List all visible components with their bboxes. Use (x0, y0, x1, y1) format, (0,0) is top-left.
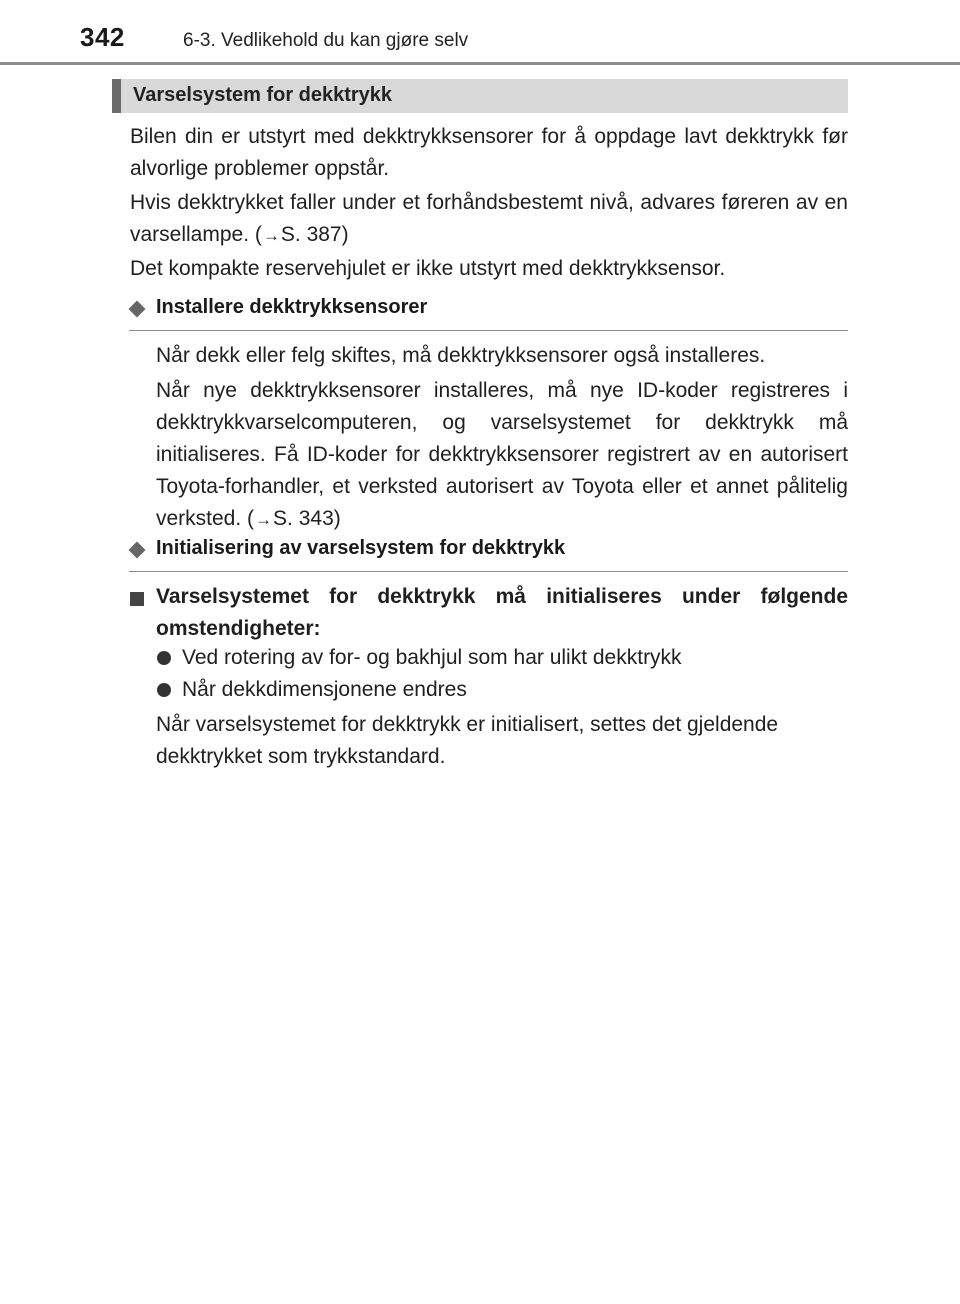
page-reference-343: S. 343) (273, 507, 341, 530)
section-title-bar (112, 79, 848, 113)
init-note: Når varselsystemet for dekktrykk er initialisert, settes det gjeldende dekktrykket som trykkstandard. (156, 713, 779, 768)
section-title: Varselsystem for dekktrykk (133, 84, 393, 106)
init-bullet-1: Ved rotering av for- og bakhjul som har ulikt dekktrykk (182, 646, 682, 669)
init-subheading (129, 537, 848, 572)
diamond-icon (129, 301, 146, 318)
install-subheading-text: Installere dekktrykksensorer (156, 296, 428, 318)
header-rule (0, 62, 960, 65)
bullet-dot-icon (157, 651, 171, 665)
page-reference-387: S. 387) (280, 223, 349, 246)
intro-paragraph-2 (130, 187, 848, 252)
install-subheading (129, 296, 848, 331)
square-bullet-icon (130, 592, 144, 606)
intro-paragraph-3: Det kompakte reservehjulet er ikke utstyrt med dekktrykksensor. (130, 257, 726, 280)
install-paragraph-2-text: Når nye dekktrykksensorer installeres, må nye ID-koder registreres i dekktrykkvarselcomputeren, og varselsystemet for dekktrykk må initialiseres. Få ID-koder for dekktrykksensorer registrert av en autorisert Toyota-forhandler, et verksted autorisert av Toyota eller et annet pålitelig verksted. ( (156, 379, 848, 530)
diamond-icon (129, 542, 146, 559)
page-number: 342 (80, 22, 125, 52)
install-paragraph-1: Når dekk eller felg skiftes, må dekktrykksensorer også installeres. (156, 344, 766, 367)
chapter-title: 6-3. Vedlikehold du kan gjøre selv (183, 30, 469, 51)
init-condition: Varselsystemet for dekktrykk må initialiseres under følgende omstendigheter: (156, 585, 848, 640)
init-subheading-text: Initialisering av varselsystem for dekktrykk (156, 537, 566, 559)
arrow-icon: → (255, 510, 273, 529)
install-paragraph-2 (156, 375, 848, 536)
bullet-dot-icon (157, 683, 171, 697)
arrow-icon: → (262, 226, 280, 245)
intro-paragraph-1: Bilen din er utstyrt med dekktrykksensorer for å oppdage lavt dekktrykk før alvorlige problemer oppstår. (130, 125, 848, 180)
intro-paragraph-2-text: Hvis dekktrykket faller under et forhåndsbestemt nivå, advares føreren av en varsellampe. ( (130, 191, 848, 246)
init-bullet-2: Når dekkdimensjonene endres (182, 678, 467, 701)
